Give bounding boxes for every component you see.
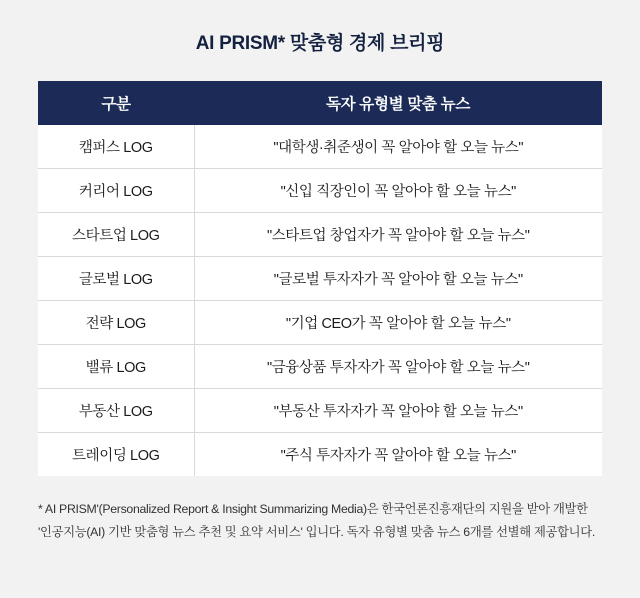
cell-news: "주식 투자자가 꼭 알아야 할 오늘 뉴스" <box>194 433 602 477</box>
table-row <box>38 257 602 301</box>
cell-news: "금융상품 투자자가 꼭 알아야 할 오늘 뉴스" <box>194 345 602 389</box>
table-row <box>38 169 602 213</box>
column-header-type: 구분 <box>38 81 194 125</box>
cell-news: "대학생·취준생이 꼭 알아야 할 오늘 뉴스" <box>194 125 602 169</box>
cell-type: 글로벌 LOG <box>38 257 194 301</box>
cell-type: 캠퍼스 LOG <box>38 125 194 169</box>
table-header <box>38 81 602 125</box>
cell-type: 부동산 LOG <box>38 389 194 433</box>
table-row <box>38 345 602 389</box>
table-row <box>38 301 602 345</box>
cell-news: "부동산 투자자가 꼭 알아야 할 오늘 뉴스" <box>194 389 602 433</box>
table-row <box>38 213 602 257</box>
table-row <box>38 125 602 169</box>
table-header-row <box>38 81 602 125</box>
cell-news: "기업 CEO가 꼭 알아야 할 오늘 뉴스" <box>194 301 602 345</box>
page-title: AI PRISM* 맞춤형 경제 브리핑 <box>195 33 445 54</box>
cell-type: 스타트업 LOG <box>38 213 194 257</box>
cell-news: "글로벌 투자자가 꼭 알아야 할 오늘 뉴스" <box>194 257 602 301</box>
cell-type: 밸류 LOG <box>38 345 194 389</box>
cell-type: 트레이딩 LOG <box>38 433 194 477</box>
column-header-news: 독자 유형별 맞춤 뉴스 <box>194 81 602 125</box>
cell-type: 커리어 LOG <box>38 169 194 213</box>
table-row <box>38 433 602 477</box>
footnote: * AI PRISM'(Personalized Report & Insight Summarizing Media)은 한국언론진흥재단의 지원을 받아 개발한 '인공지능(AI) 기반 맞춤형 뉴스 추천 및 요약 서비스' 입니다. 독자 유형별 맞춤 뉴스 6개를 선별해 제공합니다. <box>38 502 595 539</box>
cell-news: "스타트업 창업자가 꼭 알아야 할 오늘 뉴스" <box>194 213 602 257</box>
cell-type: 전략 LOG <box>38 301 194 345</box>
cell-news: "신입 직장인이 꼭 알아야 할 오늘 뉴스" <box>194 169 602 213</box>
briefing-table <box>38 81 602 476</box>
table-row <box>38 389 602 433</box>
table-body <box>38 125 602 476</box>
